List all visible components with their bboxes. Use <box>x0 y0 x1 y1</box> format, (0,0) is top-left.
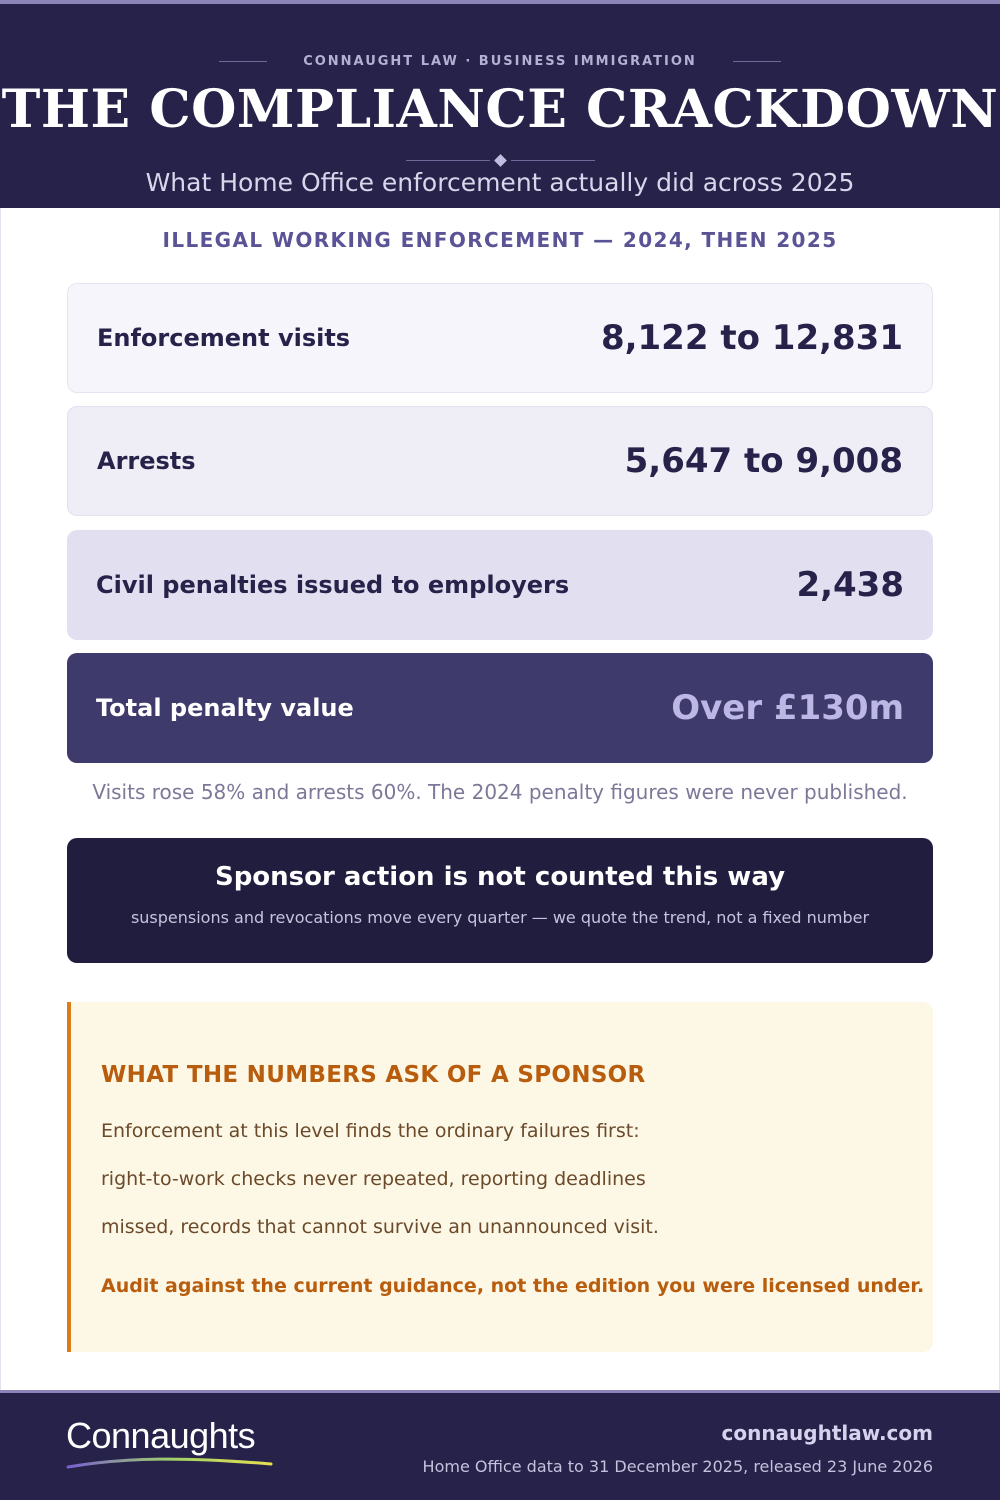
banner-subtitle: suspensions and revocations move every quarter — we quote the trend, not a fixed number <box>130 908 870 927</box>
stat-label: Civil penalties issued to employers <box>96 571 570 599</box>
data-source-note: Home Office data to 31 December 2025, released 23 June 2026 <box>422 1457 933 1476</box>
sponsor-action-banner <box>67 838 933 963</box>
divider-rule-right <box>511 160 595 161</box>
connaughts-logo <box>66 1415 286 1475</box>
stat-value: 2,438 <box>796 565 904 605</box>
diamond-icon <box>494 154 507 167</box>
callout-emphasis: Audit against the current guidance, not the edition you were licensed under. <box>101 1275 925 1297</box>
stat-card-enforcement-visits <box>67 283 933 393</box>
eyebrow-rule-right <box>733 61 781 62</box>
callout-body-line: Enforcement at this level finds the ordinary failures first: <box>101 1120 640 1142</box>
stat-card-total-penalty-value <box>67 653 933 763</box>
page-title: THE COMPLIANCE CRACKDOWN <box>1 79 999 140</box>
eyebrow: CONNAUGHT LAW · BUSINESS IMMIGRATION <box>303 53 697 69</box>
stat-card-arrests <box>67 406 933 516</box>
page-subtitle: What Home Office enforcement actually did across 2025 <box>145 168 855 197</box>
eyebrow-rule-left <box>219 61 267 62</box>
banner-title: Sponsor action is not counted this way <box>214 862 786 892</box>
stat-card-civil-penalties <box>67 530 933 640</box>
stat-label: Arrests <box>97 447 196 475</box>
callout-body-line: right-to-work checks never repeated, reporting deadlines <box>101 1168 646 1190</box>
eyebrow-row <box>0 50 1000 72</box>
callout-heading: WHAT THE NUMBERS ASK OF A SPONSOR <box>101 1062 646 1088</box>
stat-label: Enforcement visits <box>97 324 351 352</box>
section-heading: ILLEGAL WORKING ENFORCEMENT — 2024, THEN 2025 <box>162 228 838 252</box>
ornament-divider <box>0 154 1000 166</box>
header <box>0 0 1000 208</box>
footer <box>0 1390 1000 1500</box>
logo-wordmark: Connaughts <box>66 1415 256 1456</box>
divider-rule-left <box>406 160 490 161</box>
website-link[interactable]: connaughtlaw.com <box>721 1421 933 1445</box>
stat-value: 8,122 to 12,831 <box>600 318 903 358</box>
logo-swoosh-icon <box>66 1455 276 1471</box>
stat-label: Total penalty value <box>96 694 354 722</box>
sponsor-callout <box>67 1002 933 1352</box>
stats-footnote: Visits rose 58% and arrests 60%. The 2024 penalty figures were never published. <box>92 780 908 804</box>
stat-value: 5,647 to 9,008 <box>624 441 903 481</box>
stat-value: Over £130m <box>671 688 904 728</box>
callout-body-line: missed, records that cannot survive an unannounced visit. <box>101 1216 659 1238</box>
